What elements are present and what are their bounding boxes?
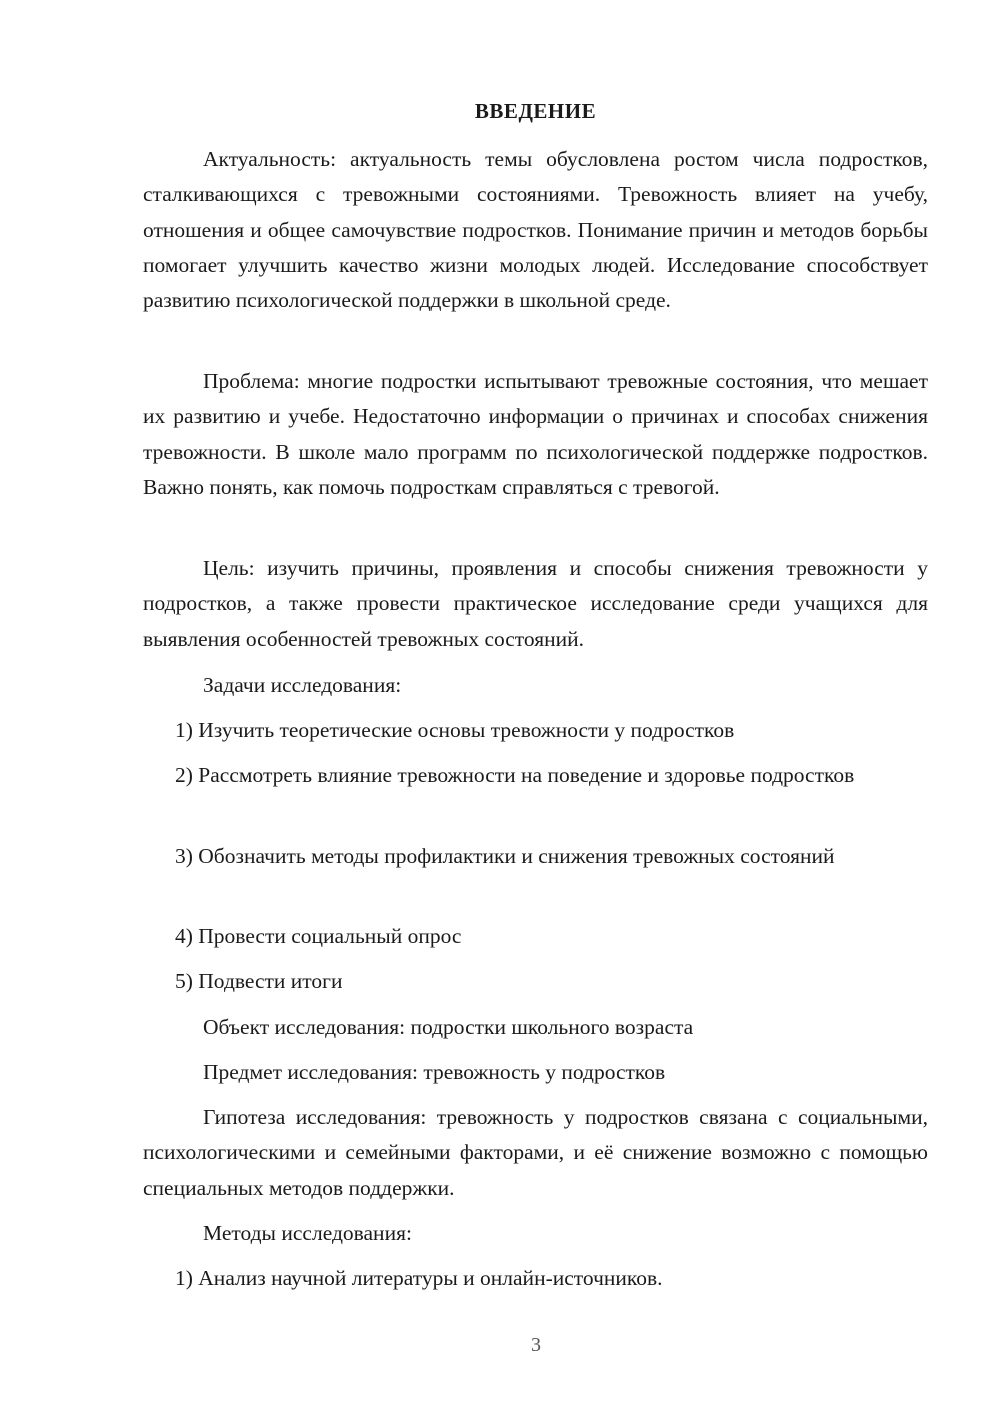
relevance-text: Актуальность: актуальность темы обусловлена ростом числа подростков, сталкивающихся с тревожными состояниями. Тревожность влияет на учебу, отношения и общее самочувствие подростков. Понимание причин и методов борьбы помогает улучшить качество жизни молодых людей. Исследование способствует развитию психологической поддержки в школьной среде. xyxy=(143,147,928,313)
task-item-1: 1) Изучить теоретические основы тревожности у подростков xyxy=(175,718,735,742)
research-subject: Предмет исследования: тревожность у подростков xyxy=(203,1060,666,1084)
hypothesis-paragraph xyxy=(143,1100,928,1206)
problem-text: Проблема: многие подростки испытывают тревожные состояния, что мешает их развитию и учебе. Недостаточно информации о причинах и способах снижения тревожности. В школе мало программ по психологической поддержке подростков. Важно понять, как помочь подросткам справляться с тревогой. xyxy=(143,369,928,499)
method-item-1: 1) Анализ научной литературы и онлайн-источников. xyxy=(175,1266,663,1290)
goal-paragraph xyxy=(143,551,928,657)
research-object: Объект исследования: подростки школьного возраста xyxy=(203,1015,694,1039)
methods-title: Методы исследования: xyxy=(203,1221,412,1245)
task-item-5: 5) Подвести итоги xyxy=(175,969,343,993)
problem-paragraph xyxy=(143,364,928,505)
task-item-2: 2) Рассмотреть влияние тревожности на поведение и здоровье подростков xyxy=(175,763,855,787)
hypothesis-text: Гипотеза исследования: тревожность у подростков связана с социальными, психологическими и семейными факторами, и её снижение возможно с помощью специальных методов поддержки. xyxy=(143,1105,928,1200)
section-heading: ВВЕДЕНИЕ xyxy=(474,99,597,123)
task-item-4: 4) Провести социальный опрос xyxy=(175,924,462,948)
relevance-paragraph xyxy=(143,142,928,318)
tasks-title: Задачи исследования: xyxy=(203,673,402,697)
task-item-3: 3) Обозначить методы профилактики и снижения тревожных состояний xyxy=(175,844,835,868)
page-number: 3 xyxy=(531,1334,541,1356)
goal-text: Цель: изучить причины, проявления и способы снижения тревожности у подростков, а также провести практическое исследование среди учащихся для выявления особенностей тревожных состояний. xyxy=(143,556,928,651)
